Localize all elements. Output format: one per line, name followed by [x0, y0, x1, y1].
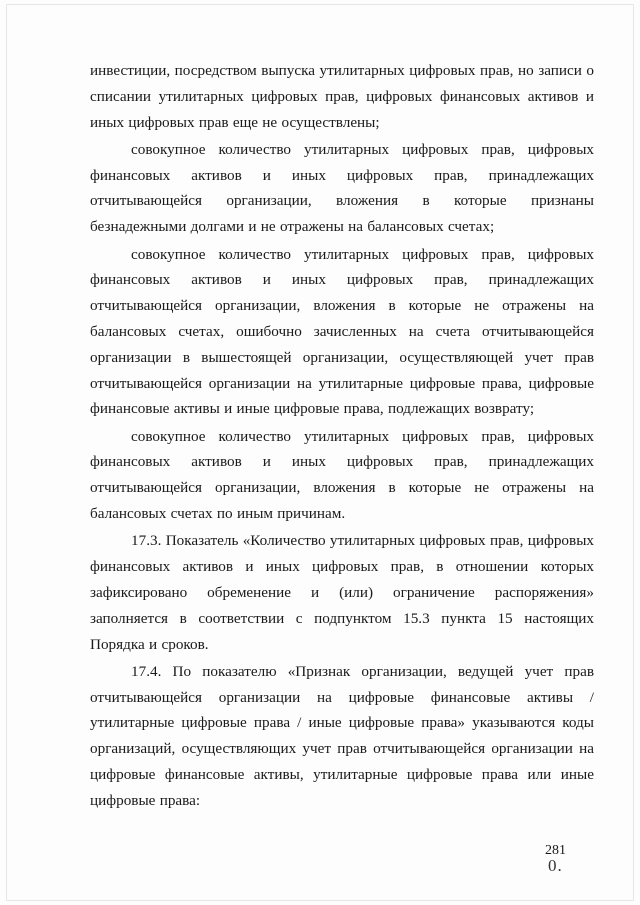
paragraph-other-reasons: совокупное количество утилитарных цифровых прав, цифровых финансовых активов и иных цифровых прав, принадлежащих отчитывающейся организации, вложения в которые не отражены на балансовых счетах по иным причинам. — [90, 427, 594, 523]
paragraph-continuation: инвестиции, посредством выпуска утилитарных цифровых прав, но записи о списании утилитарных цифровых прав, цифровых финансовых активов и иных цифровых прав еще не осуществлены; — [90, 62, 594, 131]
paragraph-17-4: 17.4. По показателю «Признак организации, ведущей учет прав отчитывающейся организации на цифровые финансовые активы / утилитарные цифровые права / иные цифровые права» указываются коды организаций, осуществляющих учет прав отчитывающейся организации на цифровые финансовые активы, утилитарные цифровые права или иные цифровые права: — [90, 662, 594, 809]
stamp-mark: 0. — [548, 856, 563, 875]
paragraph-erroneous-credit: совокупное количество утилитарных цифровых прав, цифровых финансовых активов и иных цифровых прав, принадлежащих отчитывающейся организации, вложения в которые не отражены на балансовых счетах, ошибочно зачисленных на счета отчитывающейся организации в вышестоящей организации, осуществляющей учет прав отчитывающейся организации на утилитарные цифровые права, цифровые финансовые активы и иные цифровые права, подлежащих возврату; — [90, 245, 594, 418]
page-number: 281 — [545, 843, 566, 858]
body-text — [90, 58, 594, 815]
paragraph-17-3: 17.3. Показатель «Количество утилитарных цифровых прав, цифровых финансовых активов и иных цифровых прав, в отношении которых зафиксировано обременение и (или) ограничение распоряжения» заполняется в соответствии с подпунктом 15.3 пункта 15 настоящих Порядка и сроков. — [90, 532, 594, 653]
paragraph-bad-debts: совокупное количество утилитарных цифровых прав, цифровых финансовых активов и иных цифровых прав, принадлежащих отчитывающейся организации, вложения в которые признаны безнадежными долгами и не отражены на балансовых счетах; — [90, 140, 594, 236]
